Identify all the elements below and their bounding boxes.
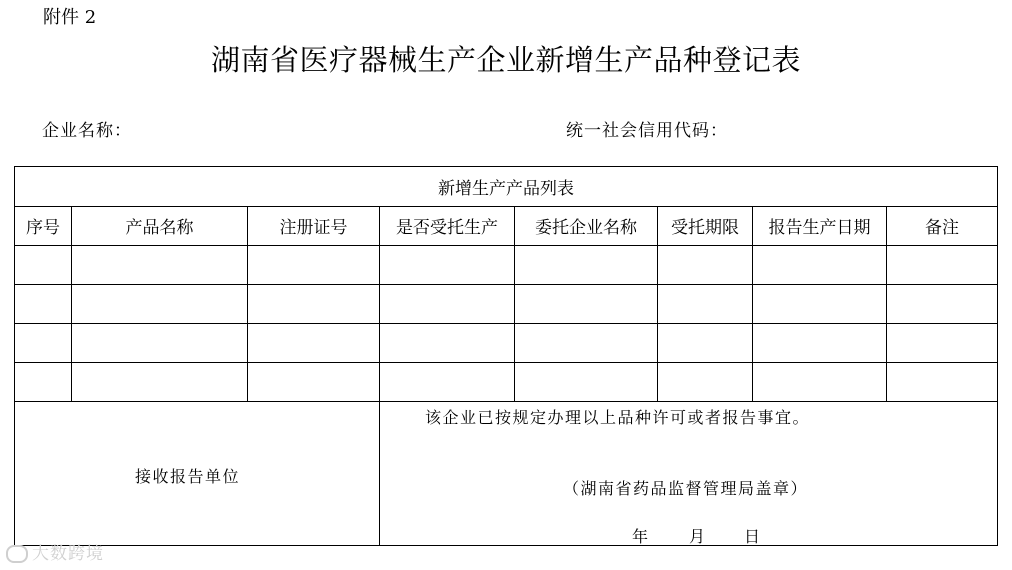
column-header: 是否受托生产 (396, 218, 498, 238)
company-name-field: 企业名称： (42, 121, 132, 141)
form-title: 湖南省医疗器械生产企业新增生产品种登记表 (210, 43, 801, 77)
column-header: 受托期限 (671, 218, 739, 238)
column-header: 序号 (26, 218, 60, 238)
date-year: 年 (632, 527, 650, 546)
column-header: 报告生产日期 (768, 218, 871, 238)
credit-code-field: 统一社会信用代码： (566, 121, 728, 141)
receiving-unit-label: 接收报告单位 (135, 467, 241, 486)
column-header: 委托企业名称 (535, 218, 637, 238)
rule (15, 323, 997, 324)
statement-text: 该企业已按规定办理以上品种许可或者报告事宜。 (425, 408, 811, 427)
rule (379, 206, 380, 545)
date-month: 月 (689, 527, 707, 546)
rule (15, 401, 997, 402)
watermark (6, 539, 104, 564)
rule (15, 245, 997, 246)
rule (15, 284, 997, 285)
column-header: 产品名称 (125, 218, 194, 238)
watermark-text: 大数跨境 (32, 544, 104, 564)
column-header: 备注 (925, 218, 959, 238)
seal-text: （湖南省药品监督管理局盖章） (563, 479, 809, 498)
attachment-label: 附件 2 (43, 7, 97, 28)
table-title: 新增生产产品列表 (438, 179, 574, 199)
rule (15, 362, 997, 363)
registration-table (14, 166, 998, 546)
date-day: 日 (744, 527, 762, 546)
watermark-logo-icon (6, 545, 28, 563)
column-header: 注册证号 (279, 218, 348, 238)
